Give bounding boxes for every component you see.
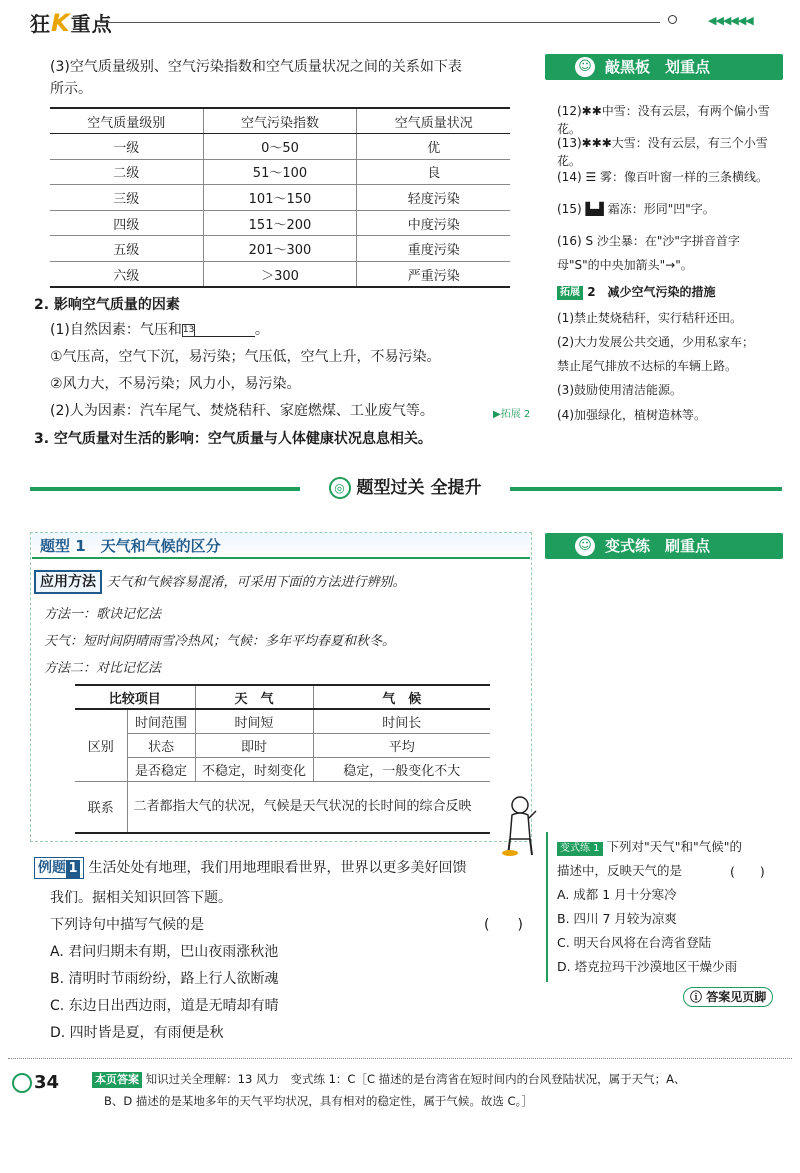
header-arrows-icon: ◀◀◀◀◀◀ bbox=[668, 12, 778, 28]
table-row: 二级 51～100 良 bbox=[50, 159, 510, 185]
extension-badge: 拓展 bbox=[557, 286, 583, 300]
intro-paragraph: (3)空气质量级别、空气污染指数和空气质量状况之间的关系如下表 所示。 bbox=[50, 59, 462, 97]
table-row: 区别 时间范围 时间短 时间长 bbox=[75, 709, 490, 733]
heading-impact: 3. 空气质量对生活的影响：空气质量与人体健康状况息息相关。 bbox=[34, 431, 432, 447]
example-tag: 例题 1 bbox=[34, 857, 84, 879]
col-header: 空气质量级别 bbox=[50, 108, 203, 134]
method-two: 方法二：对比记忆法 bbox=[44, 661, 162, 676]
variation-paren[interactable]: ( ) bbox=[730, 864, 765, 879]
variation-rule bbox=[546, 832, 554, 982]
table-row: 联系 二者都指大气的状况，气候是天气状况的长时间的综合反映 bbox=[75, 781, 490, 833]
extension-item: (4)加强绿化，植树造林等。 bbox=[557, 408, 706, 422]
extension-item: 禁止尾气排放不达标的车辆上路。 bbox=[557, 359, 738, 373]
option-a[interactable]: A. 君问归期未有期，巴山夜雨涨秋池 bbox=[50, 944, 279, 960]
extension-link[interactable]: ▶拓展 2 bbox=[493, 409, 531, 420]
col-header: 空气质量状况 bbox=[357, 108, 510, 134]
table-row: 四级 151～200 中度污染 bbox=[50, 210, 510, 236]
extension-heading: 拓展 2 减少空气污染的措施 bbox=[557, 283, 782, 301]
variation-stem: 变式练 1 下列对"天气"和"气候"的 bbox=[557, 838, 782, 856]
method-one-text: 天气：短时间阴晴雨雪冷热风；气候：多年平均春夏和秋冬。 bbox=[44, 634, 396, 649]
section-banner: ◎ 题型过关 全提升 bbox=[300, 473, 510, 503]
answer-see-footer[interactable]: ⓘ 答案见页脚 bbox=[683, 987, 773, 1007]
answer-paren[interactable]: ( ) bbox=[484, 917, 523, 933]
variation-header: ☺ 变式练 刷重点 bbox=[545, 533, 783, 559]
blackboard-header: ☺ 敲黑板 划重点 bbox=[545, 54, 783, 80]
method-line: 应用方法 天气和气候容易混淆，可采用下面的方法进行辨别。 bbox=[34, 570, 514, 594]
header-rule bbox=[100, 22, 660, 23]
extension-item: (2)大力发展公共交通，少用私家车； bbox=[557, 335, 754, 349]
page-circle-icon bbox=[12, 1073, 32, 1093]
person-icon: ☺ bbox=[575, 57, 595, 77]
info-icon: ⓘ bbox=[690, 990, 703, 1004]
brand-logo: 狂K重点 bbox=[30, 9, 113, 37]
variation-option-a[interactable]: A. 成都 1 月十分寒冷 bbox=[557, 887, 677, 902]
footer-answers: 本页答案 知识过关全理解：13 风力 变式练 1：C［C 描述的是台湾省在短时间内的台风登陆状况，属于天气；A、 B、D 描述的是某地多年的天气平均状况，具有相对的稳定性，属于气候。故选 C。］ bbox=[92, 1068, 782, 1112]
symbol-item: (13)✱✱✱大雪：没有云层，有三个小雪花。 bbox=[557, 136, 768, 168]
air-quality-table bbox=[50, 107, 510, 288]
banner-rule-right bbox=[510, 487, 782, 491]
extension-item: (3)鼓励使用清洁能源。 bbox=[557, 383, 682, 397]
banner-rule-left bbox=[30, 487, 300, 491]
page-number: 34 bbox=[12, 1072, 59, 1093]
option-d[interactable]: D. 四时皆是夏，有雨便是秋 bbox=[50, 1025, 224, 1041]
method-tag: 应用方法 bbox=[34, 570, 102, 594]
factor-natural: (1)自然因素：气压和13 。 bbox=[50, 322, 269, 338]
method-one: 方法一：歌诀记忆法 bbox=[44, 607, 162, 622]
variation-option-b[interactable]: B. 四川 7 月较为凉爽 bbox=[557, 911, 677, 926]
person-icon: ☺ bbox=[575, 536, 595, 556]
heading-factors: 2. 影响空气质量的因素 bbox=[34, 297, 180, 313]
cartoon-figure bbox=[500, 795, 538, 857]
example-question: 下列诗句中描写气候的是 bbox=[50, 917, 204, 933]
variation-stem-cont: 描述中，反映天气的是 bbox=[557, 863, 683, 878]
symbol-item: (14) ☰ 雾：像百叶窗一样的三条横线。 bbox=[557, 170, 769, 184]
emblem-icon: ◎ bbox=[329, 477, 351, 499]
symbol-item: (15) ▙▟ 霜冻：形同"凹"字。 bbox=[557, 202, 715, 216]
symbol-item: 母"S"的中央加箭头"→"。 bbox=[557, 258, 693, 272]
footer-rule bbox=[8, 1058, 792, 1059]
variation-option-d[interactable]: D. 塔克拉玛干沙漠地区干燥少雨 bbox=[557, 959, 738, 974]
variation-option-c[interactable]: C. 明天台风将在台湾省登陆 bbox=[557, 935, 712, 950]
example-stem-cont: 我们。据相关知识回答下题。 bbox=[50, 890, 232, 906]
table-row: 五级 201～300 重度污染 bbox=[50, 236, 510, 262]
table-row: 一级 0～50 优 bbox=[50, 134, 510, 160]
answer-blank: 13 bbox=[182, 324, 195, 335]
extension-item: (1)禁止焚烧秸秆，实行秸秆还田。 bbox=[557, 311, 742, 325]
factor-wind: ②风力大，不易污染；风力小，易污染。 bbox=[50, 376, 301, 392]
table-row: 三级 101～150 轻度污染 bbox=[50, 185, 510, 211]
symbol-item: (16) S 沙尘暴：在"沙"字拼音首字 bbox=[557, 234, 740, 248]
table-row: 六级 ＞300 严重污染 bbox=[50, 262, 510, 288]
table-row: 状态 即时 平均 bbox=[75, 733, 490, 757]
col-header: 空气污染指数 bbox=[203, 108, 357, 134]
answers-tag: 本页答案 bbox=[92, 1072, 142, 1088]
symbol-item: (12)✱✱中雪：没有云层，有两个偏小雪花。 bbox=[557, 104, 770, 136]
type-title: 题型 1 天气和气候的区分 bbox=[32, 533, 530, 559]
example-stem: 例题 1 生活处处有地理，我们用地理眼看世界，世界以更多美好回馈 bbox=[34, 857, 534, 879]
variation-tag: 变式练 1 bbox=[557, 842, 603, 856]
option-c[interactable]: C. 东边日出西边雨，道是无晴却有晴 bbox=[50, 998, 279, 1014]
factor-human: (2)人为因素：汽车尾气、焚烧秸秆、家庭燃煤、工业废气等。 bbox=[50, 403, 434, 419]
factor-pressure: ①气压高，空气下沉，易污染；气压低，空气上升，不易污染。 bbox=[50, 349, 441, 365]
comparison-table: 比较项目 天 气 气 候 区别 时间范围 时间短 时间长 状态 即时 平均 是否稳定 不稳定，时刻变化 稳定，一般变化不大 联系 二者都指大气的状况，气候是天气状况的长时间的综合反映 bbox=[75, 684, 490, 834]
table-row: 是否稳定 不稳定，时刻变化 稳定，一般变化不大 bbox=[75, 757, 490, 781]
option-b[interactable]: B. 清明时节雨纷纷，路上行人欲断魂 bbox=[50, 971, 279, 987]
